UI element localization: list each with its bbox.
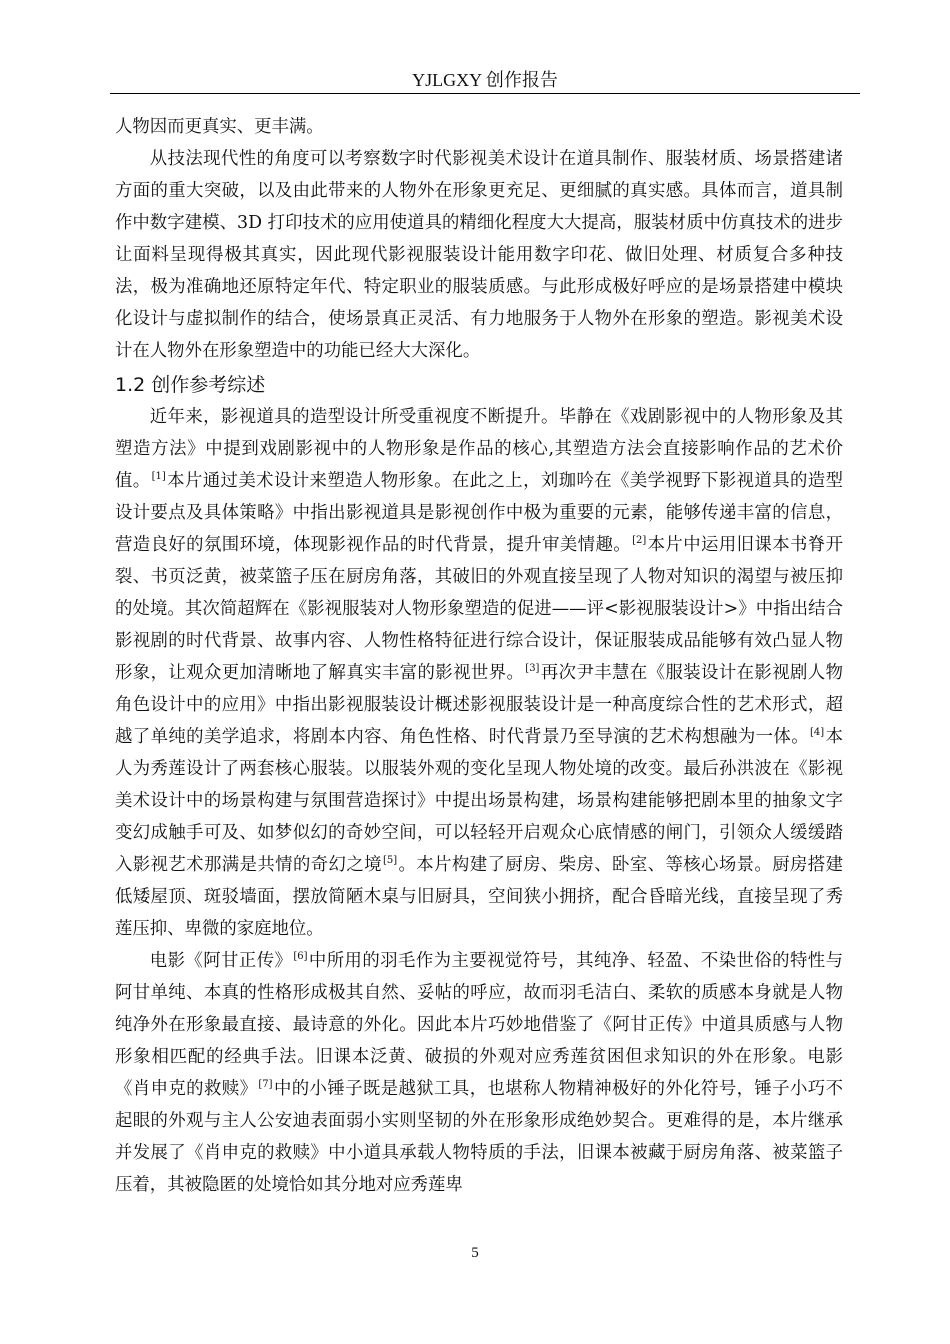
citation-2: [2] <box>632 535 647 546</box>
text-segment: 中所用的羽毛作为主要视觉符号，其纯净、轻盈、不染世俗的特性与阿甘单纯、本真的性格形成极其自然、妥帖的呼应，故而羽毛洁白、柔软的质感本身就是人物纯净外在形象最直接、最诗意的外化。因此本片巧妙地借鉴了《阿甘正传》中道具质感与人物形象相匹配的经典手法。旧课本泛黄、破损的外观对应秀莲贫困但求知识的外在形象。电影《肖申克的救赎》 <box>115 951 843 1099</box>
page-body <box>115 111 843 1201</box>
text-segment: 电影《阿甘正传》 <box>149 951 293 971</box>
section-heading: 1.2 创作参考综述 <box>115 374 266 396</box>
header-rule <box>110 93 860 94</box>
text-segment: 本片通过美术设计来塑造人物形象。在此之上，刘珈吟在《美学视野下影视道具的造型设计要点及具体策略》中指出影视道具是影视创作中极为重要的元素，能够传递丰富的信息，营造良好的氛围环境，体现影视作品的时代背景，提升审美情趣。 <box>115 471 843 555</box>
page-number: 5 <box>471 1245 479 1261</box>
citation-5: [5] <box>382 855 398 866</box>
text-segment: 中的小锤子既是越狱工具，也堪称人物精神极好的外化符号，锤子小巧不起眼的外观与主人公安迪表面弱小实则坚韧的外在形象形成绝妙契合。更难得的是，本片继承并发展了《肖申克的救赎》中小道具承载人物特质的手法，旧课本被藏于厨房角落、被菜篮子压着，其被隐匿的处境恰如其分地对应秀莲卑 <box>115 1079 843 1195</box>
running-header: YJLGXY 创作报告 <box>412 70 558 90</box>
text-segment: 近年来，影视道具的造型设计所受重视度不断提升。毕静在《戏剧影视中的人物形象及其塑造方法》中提到戏剧影视中的人物形象是作品的核心,其塑造方法会直接影响作品的艺术价值。 <box>115 407 843 491</box>
citation-1: [1] <box>151 471 166 482</box>
paragraph-literature-review <box>115 401 843 945</box>
text-segment: 本人为秀莲设计了两套核心服装。以服装外观的变化呈现人物处境的改变。最后孙洪波在《影视美术设计中的场景构建与氛围营造探讨》中提出场景构建，场景构建能够把剧本里的抽象文字变幻成触手可及、如梦似幻的奇妙空间，可以轻轻开启观众心底情感的闸门，引领众人缓缓踏入影视艺术那满是共情的奇幻之境 <box>115 727 843 875</box>
paragraph-continuation: 人物因而更真实、更丰满。 <box>115 117 324 137</box>
citation-4: [4] <box>810 727 825 738</box>
paragraph-film-references <box>115 945 843 1201</box>
citation-3: [3] <box>525 663 540 674</box>
text-segment: 本片中运用旧课本书脊开裂、书页泛黄，被菜篮子压在厨房角落，其破旧的外观直接呈现了人物对知识的渴望与被压抑的处境。其次简超辉在《影视服装对人物形象塑造的促进——评<影视服装设计>》中指出结合影视剧的时代背景、故事内容、人物性格特征进行综合设计，保证服装成品能够有效凸显人物形象，让观众更加清晰地了解真实丰富的影视世界。 <box>115 535 843 683</box>
citation-7: [7] <box>258 1079 273 1090</box>
paragraph-technique: 从技法现代性的角度可以考察数字时代影视美术设计在道具制作、服装材质、场景搭建诸方面的重大突破，以及由此带来的人物外在形象更充足、更细腻的真实感。具体而言，道具制作中数字建模、3D 打印技术的应用使道具的精细化程度大大提高，服装材质中仿真技术的进步让面料呈现得极其真实，因此现代影视服装设计能用数字印花、做旧处理、材质复合多种技法，极为准确地还原特定年代、特定职业的服装质感。与此形成极好呼应的是场景搭建中模块化设计与虚拟制作的结合，使场景真正灵活、有力地服务于人物外在形象的塑造。影视美术设计在人物外在形象塑造中的功能已经大大深化。 <box>115 149 843 361</box>
text-segment: 。本片构建了厨房、柴房、卧室、等核心场景。厨房搭建低矮屋顶、斑驳墙面，摆放简陋木桌与旧厨具，空间狭小拥挤，配合昏暗光线，直接呈现了秀莲压抑、卑微的家庭地位。 <box>115 855 843 939</box>
citation-6: [6] <box>293 951 308 962</box>
text-segment: 再次尹丰慧在《服装设计在影视剧人物角色设计中的应用》中指出影视服装设计概述影视服装设计是一种高度综合性的艺术形式，超越了单纯的美学追求，将剧本内容、角色性格、时代背景乃至导演的艺术构想融为一体。 <box>115 663 843 747</box>
